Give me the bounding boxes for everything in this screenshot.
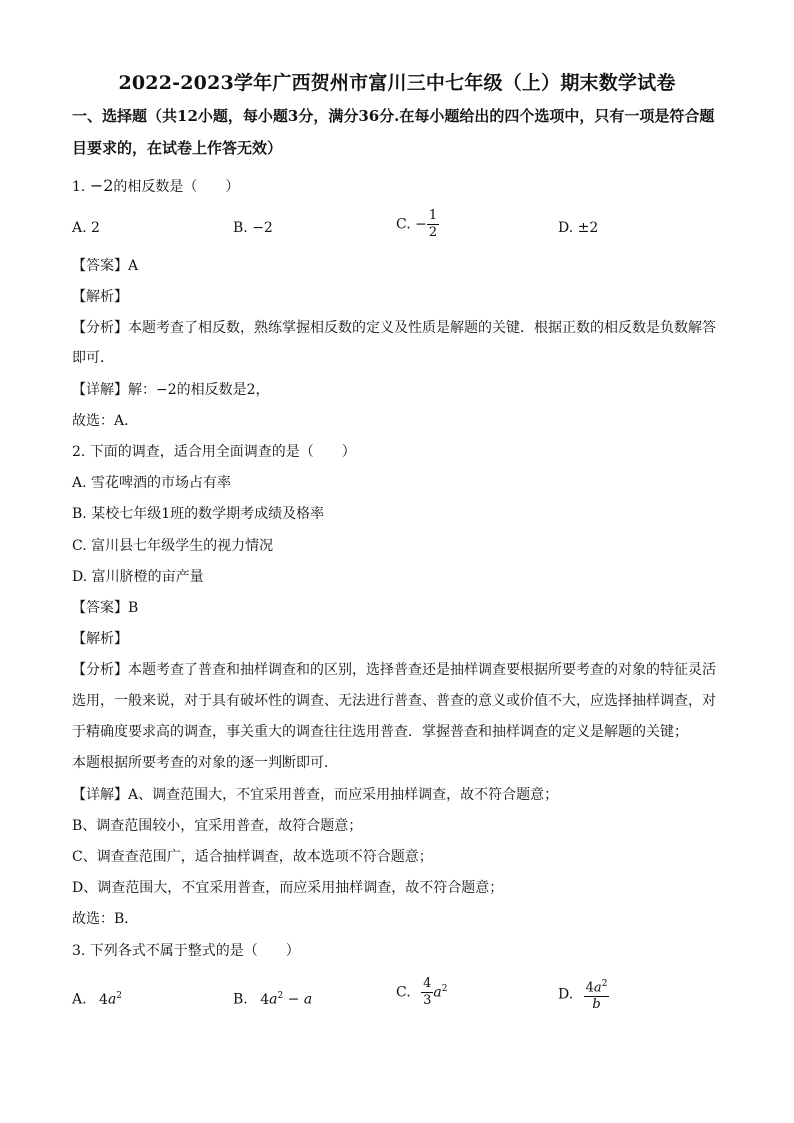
q1-option-a <box>72 218 100 238</box>
coefficient: 4 <box>585 980 594 996</box>
q2-analysis-label: 【解析】 <box>72 631 128 647</box>
question-1-stem <box>72 176 724 197</box>
q2-option-b: B. 某校七年级1班的数学期考成绩及格率 <box>72 506 325 522</box>
exponent: 2 <box>116 991 123 1001</box>
fraction <box>427 208 439 241</box>
fraction <box>421 976 433 1009</box>
option-value: 2 <box>91 220 100 236</box>
q2-choose: 故选：B． <box>72 911 139 927</box>
coefficient: 4 <box>260 991 270 1008</box>
q1-analysis-label: 【解析】 <box>72 289 128 305</box>
q1-option-c <box>396 208 439 241</box>
option-label: B. <box>233 991 248 1008</box>
fraction-numerator: 1 <box>428 208 438 223</box>
fraction-denominator: 3 <box>423 993 432 1008</box>
q1-detail: 【详解】解：−2的相反数是2， <box>72 382 270 398</box>
option-label: C. <box>396 216 411 233</box>
option-label: C. <box>396 984 411 1001</box>
fraction <box>584 976 610 1013</box>
q3-option-a <box>72 986 122 1010</box>
fraction-denominator: 2 <box>428 225 438 240</box>
question-number: 1. <box>72 179 86 195</box>
q2-detail-line: B、调查范围较小，宜采用普查，故符合题意； <box>72 818 363 834</box>
q1-answer: 【答案】A <box>72 258 139 274</box>
option-label: D. <box>558 986 574 1003</box>
exponent: 2 <box>441 983 448 994</box>
q2-option-d: D. 富川脐橙的亩产量 <box>72 569 204 585</box>
variable: a <box>303 991 313 1008</box>
variable: a <box>269 991 278 1008</box>
q1-option-b <box>233 218 273 238</box>
operator: − <box>283 991 304 1008</box>
q1-choose: 故选：A． <box>72 413 139 429</box>
question-2-stem: 2. 下面的调查，适合用全面调查的是（ ） <box>72 444 356 460</box>
option-label: B. <box>233 220 248 236</box>
q2-answer: 【答案】B <box>72 600 139 616</box>
math-value: −2 <box>89 176 114 195</box>
option-value: ±2 <box>577 220 599 236</box>
q2-detail-line: C、调查查范围广，适合抽样调查，故本选项不符合题意； <box>72 849 433 865</box>
variable: a <box>107 991 117 1008</box>
option-label: A. <box>72 991 87 1008</box>
exponent: 2 <box>277 991 284 1001</box>
q2-fenxi-line: 选用，一般来说，对于具有破坏性的调查、无法进行普查、普查的意义或价值不大，应选择抽样调查，对 <box>72 693 716 709</box>
option-label: D. <box>558 220 574 236</box>
q3-option-d <box>558 976 609 1013</box>
coefficient: 4 <box>99 991 108 1008</box>
question-text: 的相反数是（ ） <box>113 179 240 195</box>
q3-option-c <box>396 976 448 1009</box>
fraction-numerator: 4 <box>423 976 432 991</box>
q2-fenxi-line: 【分析】本题考查了普查和抽样调查和的区别，选择普查还是抽样调查要根据所要考查的对象的特征灵活 <box>72 662 716 678</box>
fraction-denominator: b <box>584 996 610 1013</box>
option-label: A. <box>72 220 87 236</box>
q2-detail-line: 【详解】A、调查范围大，不宜采用普查，而应采用抽样调查，故不符合题意； <box>72 787 559 803</box>
q1-option-d <box>558 218 598 238</box>
q3-option-b <box>233 986 312 1010</box>
q2-detail-line: D、调查范围大，不宜采用普查，而应采用抽样调查，故不符合题意； <box>72 880 504 896</box>
option-sign: − <box>415 216 427 233</box>
q2-option-c: C. 富川县七年级学生的视力情况 <box>72 538 274 554</box>
fraction-numerator <box>584 976 610 996</box>
section-heading: 一、选择题（共12小题，每小题3分，满分36分.在每小题给出的四个选项中，只有一项是符合题目要求的，在试卷上作答无效） <box>72 107 715 157</box>
q2-option-a: A. 雪花啤酒的市场占有率 <box>72 475 232 491</box>
question-3-stem: 3. 下列各式不属于整式的是（ ） <box>72 943 300 959</box>
variable: a <box>593 980 602 996</box>
q1-fenxi-line: 即可． <box>72 350 114 366</box>
q2-fenxi-line: 本题根据所要考查的对象的逐一判断即可． <box>72 755 338 771</box>
q2-fenxi-line: 于精确度要求高的调查，事关重大的调查往往选用普查．掌握普查和抽样调查的定义是解题的关键； <box>72 724 688 740</box>
variable: a <box>433 984 442 1001</box>
exponent: 2 <box>601 979 608 989</box>
page-title: 2022-2023学年广西贺州市富川三中七年级（上）期末数学试卷 <box>118 72 676 94</box>
option-value: −2 <box>252 220 273 236</box>
q1-fenxi-line: 【分析】本题考查了相反数，熟练掌握相反数的定义及性质是解题的关键．根据正数的相反数是负数解答 <box>72 320 716 336</box>
